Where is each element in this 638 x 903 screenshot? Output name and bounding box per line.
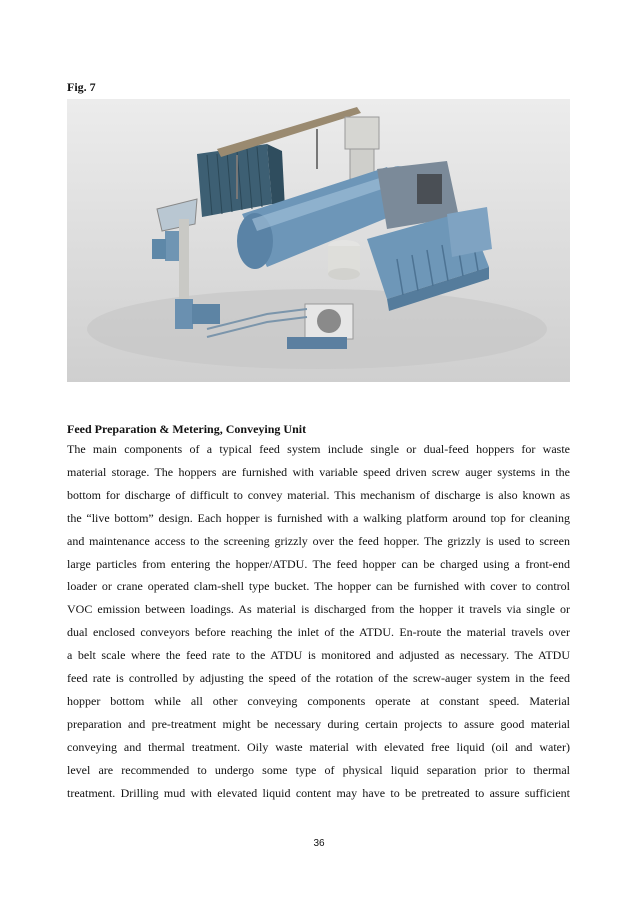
text-line: and maintenance access to the screening grizzly over the feed hopper. The grizzly is used to screen — [67, 533, 570, 548]
plant-3d-render-icon — [67, 99, 570, 382]
text-line: treatment. Drilling mud with elevated liquid content may have to be pretreated to assure sufficient — [67, 785, 570, 800]
section-title: Feed Preparation & Metering, Conveying Unit — [67, 422, 307, 436]
body-paragraph — [67, 438, 570, 805]
text-line: conveying and thermal treatment. Oily waste material with elevated free liquid (oil and water) — [67, 739, 570, 754]
text-line: bottom for discharge of difficult to convey material. This mechanism of discharge is also known as — [67, 487, 570, 502]
figure-image — [67, 99, 570, 382]
text-line: The main components of a typical feed system include single or dual-feed hoppers for waste — [67, 442, 570, 456]
text-line: a belt scale where the feed rate to the ATDU is monitored and adjusted as necessary. The ATDU — [67, 648, 570, 663]
text-line: VOC emission between loadings. As material is discharged from the hopper it travels via single or — [67, 602, 570, 617]
page-number: 36 — [313, 838, 325, 849]
text-line: the “live bottom” design. Each hopper is furnished with a walking platform around top for cleaning — [67, 510, 570, 525]
text-line: feed rate is controlled by adjusting the speed of the rotation of the screw-auger system in the feed — [67, 671, 570, 686]
text-line: loader or crane operated clam-shell type bucket. The hopper can be furnished with cover to control — [67, 579, 570, 594]
text-line: material storage. The hoppers are furnished with variable speed driven screw auger systems in the — [67, 464, 570, 479]
text-line: preparation and pre-treatment might be necessary during certain projects to assure good material — [67, 716, 570, 731]
figure-label: Fig. 7 — [67, 80, 96, 94]
text-line: level are recommended to undergo some type of physical liquid separation prior to thermal — [67, 762, 570, 777]
text-line: hopper bottom while all other conveying components operate at constant speed. Material — [67, 693, 570, 708]
text-line: dual enclosed conveyors before reaching the inlet of the ATDU. En-route the material travels over — [67, 625, 570, 640]
text-line: large particles from entering the hopper/ATDU. The feed hopper can be charged using a front-end — [67, 556, 570, 571]
